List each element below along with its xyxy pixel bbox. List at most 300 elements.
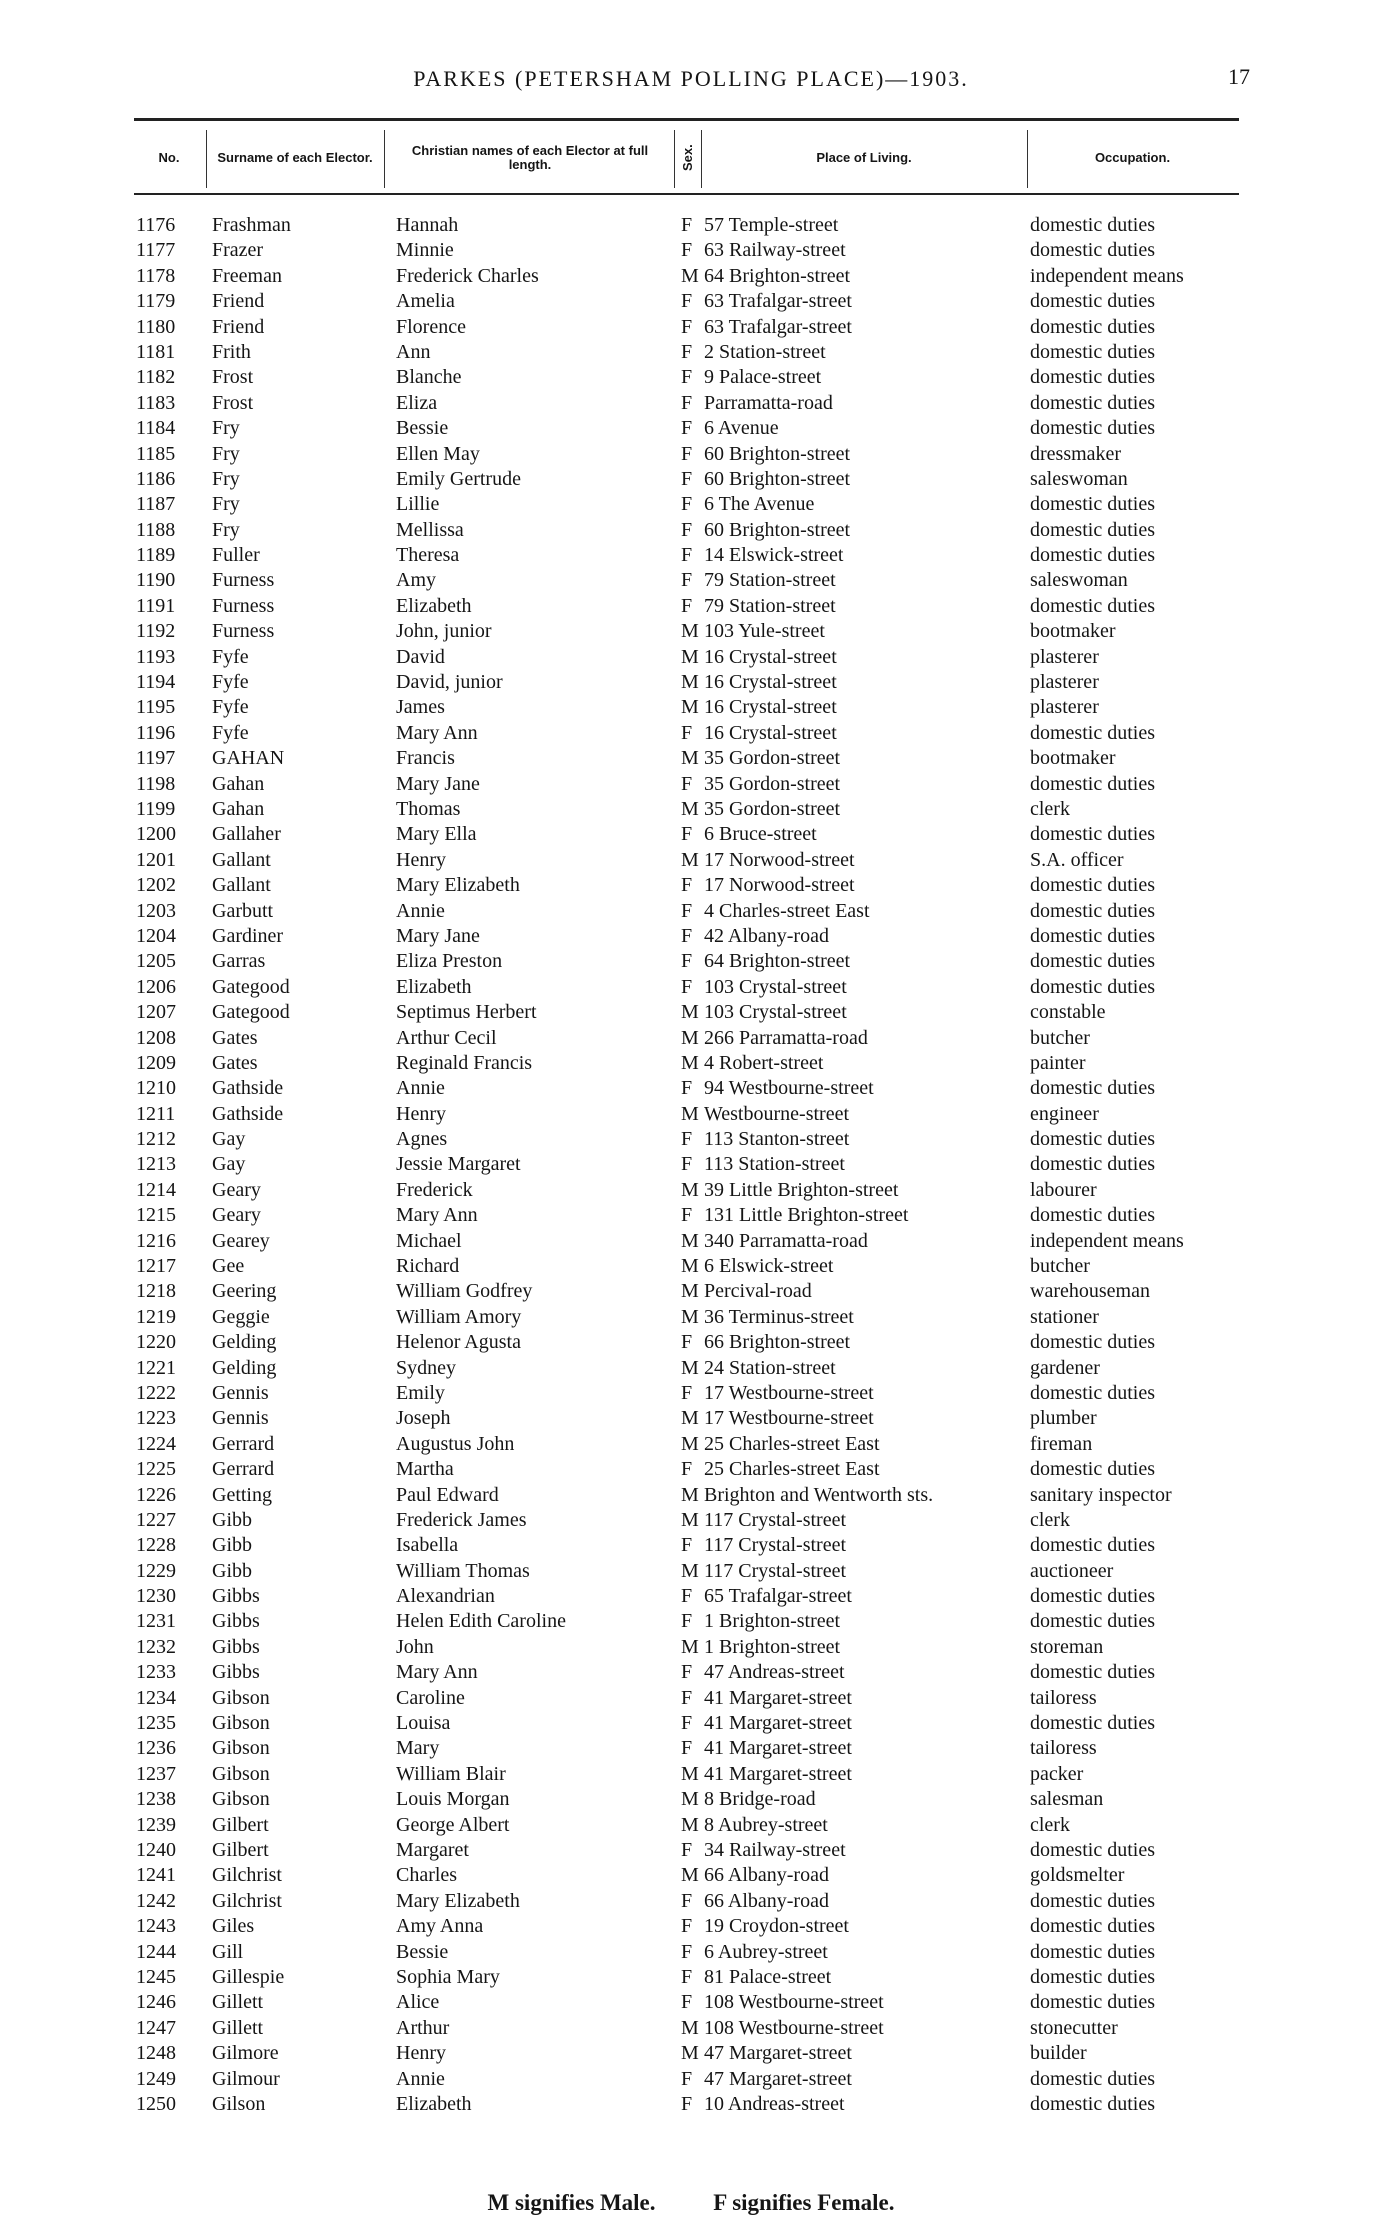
elector-occupation: domestic duties — [1030, 2067, 1155, 2090]
elector-surname: Fyfe — [212, 671, 249, 694]
elector-row — [0, 2041, 1382, 2066]
elector-sex: F — [681, 594, 693, 617]
elector-sex: M — [681, 1026, 699, 1049]
elector-place-of-living: 9 Palace-street — [704, 366, 822, 389]
elector-occupation: clerk — [1030, 1813, 1070, 1836]
elector-occupation: independent means — [1030, 264, 1184, 287]
elector-number: 1227 — [136, 1508, 176, 1531]
elector-row — [0, 442, 1382, 467]
elector-sex: F — [681, 2067, 693, 2090]
elector-surname: Gilmour — [212, 2067, 280, 2090]
elector-sex: F — [681, 1153, 693, 1176]
elector-number: 1236 — [136, 1737, 176, 1760]
elector-surname: Frazer — [212, 239, 264, 262]
elector-row — [0, 2092, 1382, 2117]
elector-place-of-living: 35 Gordon-street — [704, 747, 841, 770]
elector-sex: F — [681, 1077, 693, 1100]
elector-occupation: clerk — [1030, 797, 1070, 820]
elector-sex: M — [681, 848, 699, 871]
elector-christian-names: Mary Jane — [396, 924, 480, 947]
elector-occupation: tailoress — [1030, 1737, 1097, 1760]
elector-place-of-living: 94 Westbourne-street — [704, 1077, 874, 1100]
elector-place-of-living: 19 Croydon-street — [704, 1915, 849, 1938]
elector-christian-names: Mary Ann — [396, 1204, 478, 1227]
elector-row — [0, 1762, 1382, 1787]
elector-list — [0, 213, 1382, 2117]
elector-sex: M — [681, 1483, 699, 1506]
elector-sex: F — [681, 493, 693, 516]
elector-row — [0, 518, 1382, 543]
elector-place-of-living: 103 Crystal-street — [704, 1001, 847, 1024]
elector-place-of-living: 60 Brighton-street — [704, 442, 851, 465]
elector-occupation: domestic duties — [1030, 1661, 1155, 1684]
elector-number: 1228 — [136, 1534, 176, 1557]
header-no: No. — [158, 150, 180, 165]
elector-place-of-living: 103 Yule-street — [704, 620, 825, 643]
elector-surname: Gallaher — [212, 823, 281, 846]
elector-sex: F — [681, 721, 693, 744]
elector-row — [0, 1787, 1382, 1812]
elector-surname: Fyfe — [212, 721, 249, 744]
elector-occupation: domestic duties — [1030, 874, 1155, 897]
elector-place-of-living: 41 Margaret-street — [704, 1712, 852, 1735]
elector-surname: Giles — [212, 1915, 255, 1938]
elector-occupation: warehouseman — [1030, 1280, 1150, 1303]
elector-occupation: domestic duties — [1030, 1991, 1155, 2014]
elector-surname: Furness — [212, 620, 275, 643]
elector-place-of-living: 10 Andreas-street — [704, 2092, 845, 2115]
elector-christian-names: Annie — [396, 2067, 445, 2090]
elector-row — [0, 340, 1382, 365]
elector-row — [0, 213, 1382, 238]
elector-number: 1193 — [136, 645, 176, 668]
elector-sex: F — [681, 1661, 693, 1684]
elector-row — [0, 1838, 1382, 1863]
elector-surname: Frost — [212, 366, 254, 389]
elector-number: 1205 — [136, 950, 176, 973]
header-sex: Sex. — [680, 144, 695, 172]
elector-row — [0, 1406, 1382, 1431]
elector-sex: M — [681, 1559, 699, 1582]
elector-surname: Gee — [212, 1255, 245, 1278]
elector-place-of-living: 6 Aubrey-street — [704, 1940, 828, 1963]
elector-occupation: independent means — [1030, 1229, 1184, 1252]
elector-occupation: domestic duties — [1030, 721, 1155, 744]
elector-occupation: domestic duties — [1030, 1077, 1155, 1100]
elector-occupation: domestic duties — [1030, 1965, 1155, 1988]
elector-occupation: domestic duties — [1030, 1610, 1155, 1633]
elector-surname: Fyfe — [212, 645, 249, 668]
elector-number: 1237 — [136, 1762, 176, 1785]
elector-number: 1224 — [136, 1432, 176, 1455]
elector-place-of-living: 39 Little Brighton-street — [704, 1178, 899, 1201]
elector-christian-names: Alexandrian — [396, 1585, 495, 1608]
elector-surname: Gibbs — [212, 1661, 260, 1684]
elector-row — [0, 2016, 1382, 2041]
elector-place-of-living: 117 Crystal-street — [704, 1534, 847, 1557]
elector-place-of-living: 63 Trafalgar-street — [704, 315, 852, 338]
elector-sex: F — [681, 544, 693, 567]
elector-surname: Fuller — [212, 544, 260, 567]
elector-christian-names: Michael — [396, 1229, 462, 1252]
elector-christian-names: William Amory — [396, 1305, 522, 1328]
elector-place-of-living: 79 Station-street — [704, 594, 836, 617]
elector-place-of-living: 16 Crystal-street — [704, 671, 837, 694]
elector-number: 1242 — [136, 1889, 176, 1912]
elector-number: 1191 — [136, 594, 176, 617]
elector-christian-names: Mary Ella — [396, 823, 477, 846]
elector-surname: Gates — [212, 1026, 258, 1049]
elector-surname: Gilmore — [212, 2042, 279, 2065]
elector-christian-names: Henry — [396, 2042, 446, 2065]
elector-row — [0, 264, 1382, 289]
elector-row — [0, 1483, 1382, 1508]
elector-occupation: domestic duties — [1030, 493, 1155, 516]
elector-christian-names: Annie — [396, 1077, 445, 1100]
header-divider — [206, 130, 207, 188]
elector-number: 1235 — [136, 1712, 176, 1735]
elector-surname: Geary — [212, 1178, 261, 1201]
elector-christian-names: Mary Ann — [396, 721, 478, 744]
elector-number: 1239 — [136, 1813, 176, 1836]
header-surname: Surname of each Elector. — [217, 150, 373, 165]
elector-number: 1181 — [136, 340, 176, 363]
elector-occupation: painter — [1030, 1051, 1086, 1074]
elector-christian-names: Louis Morgan — [396, 1788, 510, 1811]
elector-surname: Frashman — [212, 214, 291, 236]
elector-row — [0, 975, 1382, 1000]
elector-number: 1250 — [136, 2092, 176, 2115]
elector-number: 1182 — [136, 366, 176, 389]
elector-occupation: domestic duties — [1030, 772, 1155, 795]
elector-surname: Fry — [212, 467, 240, 490]
elector-number: 1180 — [136, 315, 176, 338]
elector-row — [0, 492, 1382, 517]
elector-occupation: domestic duties — [1030, 1534, 1155, 1557]
elector-row — [0, 594, 1382, 619]
elector-row — [0, 1736, 1382, 1761]
legend — [0, 2190, 1382, 2216]
elector-number: 1230 — [136, 1585, 176, 1608]
elector-surname: Gibb — [212, 1508, 252, 1531]
elector-christian-names: William Godfrey — [396, 1280, 533, 1303]
elector-occupation: domestic duties — [1030, 1712, 1155, 1735]
elector-occupation: domestic duties — [1030, 417, 1155, 440]
elector-surname: Gibson — [212, 1712, 270, 1735]
elector-occupation: domestic duties — [1030, 950, 1155, 973]
elector-place-of-living: 1 Brighton-street — [704, 1635, 841, 1658]
elector-christian-names: James — [396, 696, 445, 719]
elector-christian-names: Bessie — [396, 417, 449, 440]
page-title: PARKES (PETERSHAM POLLING PLACE)—1903. — [413, 66, 969, 91]
elector-occupation: domestic duties — [1030, 975, 1155, 998]
elector-row — [0, 1000, 1382, 1025]
elector-row — [0, 1102, 1382, 1127]
elector-sex: M — [681, 1051, 699, 1074]
elector-row — [0, 1711, 1382, 1736]
elector-surname: Frith — [212, 340, 251, 363]
elector-surname: Friend — [212, 315, 265, 338]
elector-place-of-living: 34 Railway-street — [704, 1839, 846, 1861]
elector-christian-names: Mellissa — [396, 518, 464, 541]
elector-row — [0, 1356, 1382, 1381]
elector-surname: Gategood — [212, 975, 290, 998]
elector-surname: Gibbs — [212, 1610, 260, 1633]
elector-christian-names: Richard — [396, 1255, 460, 1278]
elector-surname: Fry — [212, 493, 240, 516]
elector-christian-names: Bessie — [396, 1940, 449, 1963]
elector-number: 1223 — [136, 1407, 176, 1430]
elector-surname: Gahan — [212, 772, 265, 795]
elector-place-of-living: 47 Margaret-street — [704, 2042, 852, 2065]
elector-place-of-living: 81 Palace-street — [704, 1965, 832, 1988]
elector-occupation: gardener — [1030, 1356, 1100, 1379]
elector-sex: F — [681, 467, 693, 490]
elector-number: 1215 — [136, 1204, 176, 1227]
elector-occupation: bootmaker — [1030, 747, 1116, 770]
elector-christian-names: Helenor Agusta — [396, 1331, 521, 1354]
elector-number: 1232 — [136, 1635, 176, 1658]
elector-sex: M — [681, 696, 699, 719]
elector-occupation: plasterer — [1030, 671, 1099, 694]
elector-surname: Gillespie — [212, 1965, 285, 1988]
elector-row — [0, 543, 1382, 568]
elector-row — [0, 1609, 1382, 1634]
elector-place-of-living: 47 Andreas-street — [704, 1661, 845, 1684]
elector-place-of-living: 17 Norwood-street — [704, 848, 855, 871]
elector-place-of-living: 103 Crystal-street — [704, 975, 847, 998]
elector-sex: F — [681, 772, 693, 795]
elector-christian-names: Margaret — [396, 1839, 469, 1861]
elector-row — [0, 848, 1382, 873]
elector-christian-names: Henry — [396, 1102, 446, 1125]
elector-christian-names: David, junior — [396, 671, 503, 694]
elector-number: 1222 — [136, 1381, 176, 1404]
elector-place-of-living: 266 Parramatta-road — [704, 1026, 868, 1049]
elector-place-of-living: 6 Avenue — [704, 417, 779, 440]
elector-surname: Furness — [212, 594, 275, 617]
elector-sex: F — [681, 924, 693, 947]
elector-christian-names: Frederick Charles — [396, 264, 539, 287]
elector-number: 1248 — [136, 2042, 176, 2065]
elector-christian-names: Mary Elizabeth — [396, 874, 520, 897]
elector-number: 1249 — [136, 2067, 176, 2090]
elector-sex: F — [681, 239, 693, 262]
elector-occupation: domestic duties — [1030, 1381, 1155, 1404]
elector-place-of-living: 14 Elswick-street — [704, 544, 844, 567]
elector-occupation: butcher — [1030, 1026, 1090, 1049]
elector-occupation: builder — [1030, 2042, 1087, 2065]
elector-surname: Gelding — [212, 1331, 277, 1354]
elector-place-of-living: 63 Trafalgar-street — [704, 290, 852, 313]
elector-surname: Gilchrist — [212, 1864, 282, 1887]
elector-row — [0, 1026, 1382, 1051]
elector-occupation: stonecutter — [1030, 2016, 1118, 2039]
elector-number: 1240 — [136, 1839, 176, 1861]
elector-occupation: domestic duties — [1030, 823, 1155, 846]
elector-surname: Gerrard — [212, 1458, 275, 1481]
elector-christian-names: Septimus Herbert — [396, 1001, 537, 1024]
elector-sex: M — [681, 1762, 699, 1785]
elector-christian-names: Isabella — [396, 1534, 459, 1557]
elector-sex: F — [681, 1915, 693, 1938]
elector-number: 1210 — [136, 1077, 176, 1100]
elector-place-of-living: 47 Margaret-street — [704, 2067, 852, 2090]
elector-row — [0, 1229, 1382, 1254]
elector-surname: Fry — [212, 417, 240, 440]
elector-number: 1194 — [136, 671, 176, 694]
elector-occupation: domestic duties — [1030, 594, 1155, 617]
elector-place-of-living: 17 Westbourne-street — [704, 1407, 874, 1430]
elector-sex: F — [681, 442, 693, 465]
elector-christian-names: Caroline — [396, 1686, 465, 1709]
elector-number: 1246 — [136, 1991, 176, 2014]
elector-row — [0, 899, 1382, 924]
elector-place-of-living: 64 Brighton-street — [704, 264, 851, 287]
elector-row — [0, 1990, 1382, 2015]
header-place-of-living: Place of Living. — [816, 150, 912, 165]
elector-occupation: domestic duties — [1030, 1331, 1155, 1354]
elector-row — [0, 1127, 1382, 1152]
elector-row — [0, 365, 1382, 390]
elector-number: 1179 — [136, 290, 176, 313]
elector-surname: Gibbs — [212, 1635, 260, 1658]
elector-place-of-living: 16 Crystal-street — [704, 645, 837, 668]
elector-number: 1203 — [136, 899, 176, 922]
elector-christian-names: Elizabeth — [396, 594, 472, 617]
elector-surname: Gategood — [212, 1001, 290, 1024]
elector-christian-names: Agnes — [396, 1128, 448, 1151]
elector-christian-names: Paul Edward — [396, 1483, 499, 1506]
elector-number: 1195 — [136, 696, 176, 719]
elector-christian-names: Amy Anna — [396, 1915, 484, 1938]
elector-occupation: domestic duties — [1030, 1940, 1155, 1963]
elector-christian-names: Jessie Margaret — [396, 1153, 521, 1176]
elector-sex: F — [681, 1965, 693, 1988]
elector-sex: F — [681, 1204, 693, 1227]
elector-occupation: engineer — [1030, 1102, 1099, 1125]
elector-place-of-living: 41 Margaret-street — [704, 1737, 852, 1760]
elector-row — [0, 721, 1382, 746]
elector-sex: F — [681, 417, 693, 440]
elector-number: 1229 — [136, 1559, 176, 1582]
elector-sex: F — [681, 2092, 693, 2115]
elector-row — [0, 1660, 1382, 1685]
elector-row — [0, 1305, 1382, 1330]
elector-number: 1218 — [136, 1280, 176, 1303]
elector-sex: F — [681, 1585, 693, 1608]
elector-occupation: domestic duties — [1030, 1585, 1155, 1608]
elector-number: 1204 — [136, 924, 176, 947]
elector-place-of-living: 24 Station-street — [704, 1356, 836, 1379]
elector-sex: M — [681, 1635, 699, 1658]
elector-christian-names: Alice — [396, 1991, 440, 2014]
elector-occupation: domestic duties — [1030, 315, 1155, 338]
elector-christian-names: Annie — [396, 899, 445, 922]
elector-sex: M — [681, 1178, 699, 1201]
elector-christian-names: John — [396, 1635, 434, 1658]
elector-christian-names: Henry — [396, 848, 446, 871]
elector-sex: F — [681, 569, 693, 592]
elector-christian-names: Florence — [396, 315, 466, 338]
elector-number: 1219 — [136, 1305, 176, 1328]
elector-surname: Gibb — [212, 1534, 252, 1557]
elector-sex: M — [681, 1255, 699, 1278]
elector-sex: F — [681, 1737, 693, 1760]
elector-row — [0, 1965, 1382, 1990]
page-number: 17 — [1228, 64, 1250, 89]
elector-surname: Gibson — [212, 1737, 270, 1760]
elector-place-of-living: 117 Crystal-street — [704, 1559, 847, 1582]
elector-sex: M — [681, 1305, 699, 1328]
elector-surname: Gay — [212, 1128, 246, 1151]
elector-row — [0, 568, 1382, 593]
elector-number: 1197 — [136, 747, 176, 770]
elector-row — [0, 670, 1382, 695]
elector-sex: M — [681, 2016, 699, 2039]
elector-number: 1192 — [136, 620, 176, 643]
elector-christian-names: Frederick — [396, 1178, 473, 1201]
elector-sex: F — [681, 1458, 693, 1481]
elector-christian-names: Lillie — [396, 493, 440, 516]
elector-surname: Gahan — [212, 797, 265, 820]
elector-row — [0, 1457, 1382, 1482]
elector-occupation: domestic duties — [1030, 1839, 1155, 1861]
elector-occupation: S.A. officer — [1030, 848, 1124, 871]
header-divider — [701, 130, 702, 188]
elector-row — [0, 1178, 1382, 1203]
elector-number: 1226 — [136, 1483, 176, 1506]
elector-sex: M — [681, 1788, 699, 1811]
elector-place-of-living: 66 Albany-road — [704, 1889, 829, 1912]
elector-christian-names: Martha — [396, 1458, 454, 1481]
elector-surname: Gilson — [212, 2092, 266, 2115]
elector-sex: M — [681, 1407, 699, 1430]
elector-sex: F — [681, 1534, 693, 1557]
elector-sex: F — [681, 874, 693, 897]
elector-number: 1244 — [136, 1940, 176, 1963]
elector-row — [0, 695, 1382, 720]
female-legend: F signifies Female. — [713, 2190, 895, 2215]
elector-christian-names: George Albert — [396, 1813, 510, 1836]
elector-place-of-living: 4 Charles-street East — [704, 899, 870, 922]
elector-surname: Gillett — [212, 2016, 264, 2039]
elector-christian-names: Arthur Cecil — [396, 1026, 497, 1049]
elector-christian-names: Arthur — [396, 2016, 450, 2039]
elector-row — [0, 1813, 1382, 1838]
elector-sex: F — [681, 290, 693, 313]
elector-number: 1220 — [136, 1331, 176, 1354]
elector-christian-names: Eliza — [396, 391, 438, 414]
elector-surname: Gallant — [212, 848, 271, 871]
elector-occupation: domestic duties — [1030, 2092, 1155, 2115]
elector-occupation: plumber — [1030, 1407, 1097, 1430]
elector-place-of-living: 6 The Avenue — [704, 493, 815, 516]
elector-sex: M — [681, 1102, 699, 1125]
male-legend: M signifies Male. — [487, 2190, 656, 2215]
elector-place-of-living: 60 Brighton-street — [704, 467, 851, 490]
elector-christian-names: Amy — [396, 569, 436, 592]
elector-surname: Gennis — [212, 1381, 269, 1404]
elector-occupation: butcher — [1030, 1255, 1090, 1278]
elector-occupation: sanitary inspector — [1030, 1483, 1172, 1506]
elector-number: 1185 — [136, 442, 176, 465]
elector-surname: Gay — [212, 1153, 246, 1176]
elector-row — [0, 822, 1382, 847]
elector-row — [0, 1889, 1382, 1914]
elector-christian-names: William Thomas — [396, 1559, 530, 1582]
elector-row — [0, 315, 1382, 340]
